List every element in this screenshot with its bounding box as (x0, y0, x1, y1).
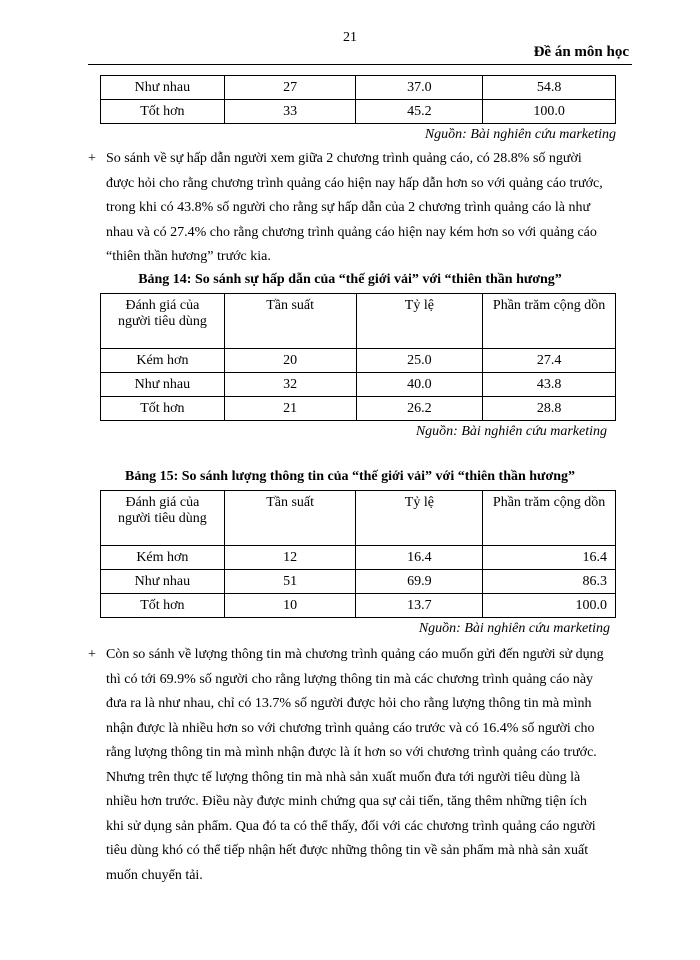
table-cell: 27 (224, 76, 356, 100)
table-cell: Tốt hơn (101, 594, 225, 618)
table-cell: Như nhau (101, 373, 225, 397)
paragraph-2 (106, 643, 646, 888)
text-line: tiêu dùng khó có thể tiếp nhận hết được những thông tin về sản phẩm mà nhà sản xuất (106, 843, 589, 858)
table-cell: 51 (224, 570, 356, 594)
text-line: được hỏi cho rằng chương trình quảng cáo hiện nay hấp dẫn hơn so với quảng cáo trước, (106, 175, 603, 191)
table-cell: 13.7 (356, 594, 483, 618)
text-line: trong khi có 43.8% số người cho rằng sự hấp dẫn của 2 chương trình quảng cáo là như (106, 200, 591, 215)
table-header-cell: Phần trăm cộng dồn (483, 491, 616, 546)
table-row (101, 349, 616, 373)
text-line: Nhưng trên thực tế lượng thông tin mà nhà sản xuất muốn đưa tới người tiêu dùng là (106, 769, 581, 785)
table-cell: 69.9 (356, 570, 483, 594)
table-row (101, 76, 616, 100)
table-header-cell: Đánh giá của người tiêu dùng (101, 491, 225, 546)
text-line: rằng lượng thông tin mà mình nhận được là ít hơn so với chương trình quảng cáo trước. (106, 745, 597, 760)
table-header-cell: Đánh giá của người tiêu dùng (101, 294, 225, 349)
text-line: khi sử dụng sản phẩm. Qua đó ta có thể thấy, đối với các chương trình quảng cáo người (106, 818, 596, 834)
table-cell: Kém hơn (101, 546, 225, 570)
table-cell: 28.8 (483, 397, 616, 421)
table-top-source: Nguồn: Bài nghiên cứu marketing (424, 127, 616, 142)
table-row (101, 570, 616, 594)
table-cell: 20 (224, 349, 356, 373)
table-row (101, 373, 616, 397)
table-cell: 37.0 (356, 76, 483, 100)
table-cell: 12 (224, 546, 356, 570)
table15-caption: Bảng 15: So sánh lượng thông tin của “thế giới vải” với “thiên thần hương” (124, 469, 576, 484)
text-line: đưa ra là như nhau, chỉ có 13.7% số người được hỏi cho rằng lượng thông tin mà mình (106, 696, 592, 711)
table-header-cell: Tần suất (224, 294, 356, 349)
table-cell: 32 (224, 373, 356, 397)
table15-source: Nguồn: Bài nghiên cứu marketing (418, 621, 610, 636)
text-line: thì có tới 69.9% số người cho rằng lượng thông tin mà các chương trình quảng cáo này (106, 671, 594, 687)
table-cell: 33 (224, 100, 356, 124)
table-cell: 25.0 (356, 349, 483, 373)
table-header-cell: Tần suất (224, 491, 356, 546)
table-cell: Tốt hơn (101, 100, 225, 124)
table14-caption: Bảng 14: So sánh sự hấp dẫn của “thế giới vải” với “thiên thần hương” (138, 272, 562, 287)
table-cell: Như nhau (101, 76, 225, 100)
table-cell: 86.3 (483, 570, 616, 594)
text-line: nhau và có 27.4% cho rằng chương trình quảng cáo hiện nay kém hơn so với quảng cáo (106, 224, 597, 240)
table-cell: 45.2 (356, 100, 483, 124)
text-line: muốn chuyển tải. (106, 867, 203, 883)
text-line: So sánh về sự hấp dẫn người xem giữa 2 chương trình quảng cáo, có 28.8% số người (106, 151, 582, 166)
para2-bullet: + (88, 647, 96, 662)
header-divider (88, 64, 632, 65)
table-header-row (101, 491, 616, 546)
table-header-cell: Tỷ lệ (356, 294, 483, 349)
table-top-continued (100, 75, 616, 124)
para1-bullet: + (88, 151, 96, 166)
table-cell: 16.4 (483, 546, 616, 570)
text-line: Còn so sánh về lượng thông tin mà chương trình quảng cáo muốn gửi đến người sử dụng (106, 647, 604, 662)
page-number: 21 (343, 30, 357, 45)
table-cell: Tốt hơn (101, 397, 225, 421)
table-row (101, 594, 616, 618)
text-line: “thiên thần hương” trước kia. (106, 249, 271, 264)
table-cell: 16.4 (356, 546, 483, 570)
table-cell: Như nhau (101, 570, 225, 594)
table-cell: 26.2 (356, 397, 483, 421)
table-cell: Kém hơn (101, 349, 225, 373)
table-header-cell: Tỷ lệ (356, 491, 483, 546)
header-title: Đề án môn học (533, 44, 629, 60)
table-cell: 40.0 (356, 373, 483, 397)
table-cell: 100.0 (483, 100, 616, 124)
table-row (101, 546, 616, 570)
table15 (100, 490, 616, 618)
table14 (100, 293, 616, 421)
table-row (101, 100, 616, 124)
table-header-cell: Phần trăm cộng dồn (483, 294, 616, 349)
table-cell: 21 (224, 397, 356, 421)
text-line: nhiều hơn trước. Điều này được minh chứng qua sự cải tiến, tăng thêm những tiện ích (106, 794, 587, 809)
table-cell: 100.0 (483, 594, 616, 618)
table-cell: 54.8 (483, 76, 616, 100)
table-cell: 27.4 (483, 349, 616, 373)
paragraph-1 (106, 147, 646, 270)
table-cell: 43.8 (483, 373, 616, 397)
table-cell: 10 (224, 594, 356, 618)
table14-source: Nguồn: Bài nghiên cứu marketing (415, 424, 607, 439)
text-line: nhận được là nhiều hơn so với chương trình quảng cáo trước và có 16.4% số người cho (106, 720, 595, 736)
table-header-row (101, 294, 616, 349)
table-row (101, 397, 616, 421)
